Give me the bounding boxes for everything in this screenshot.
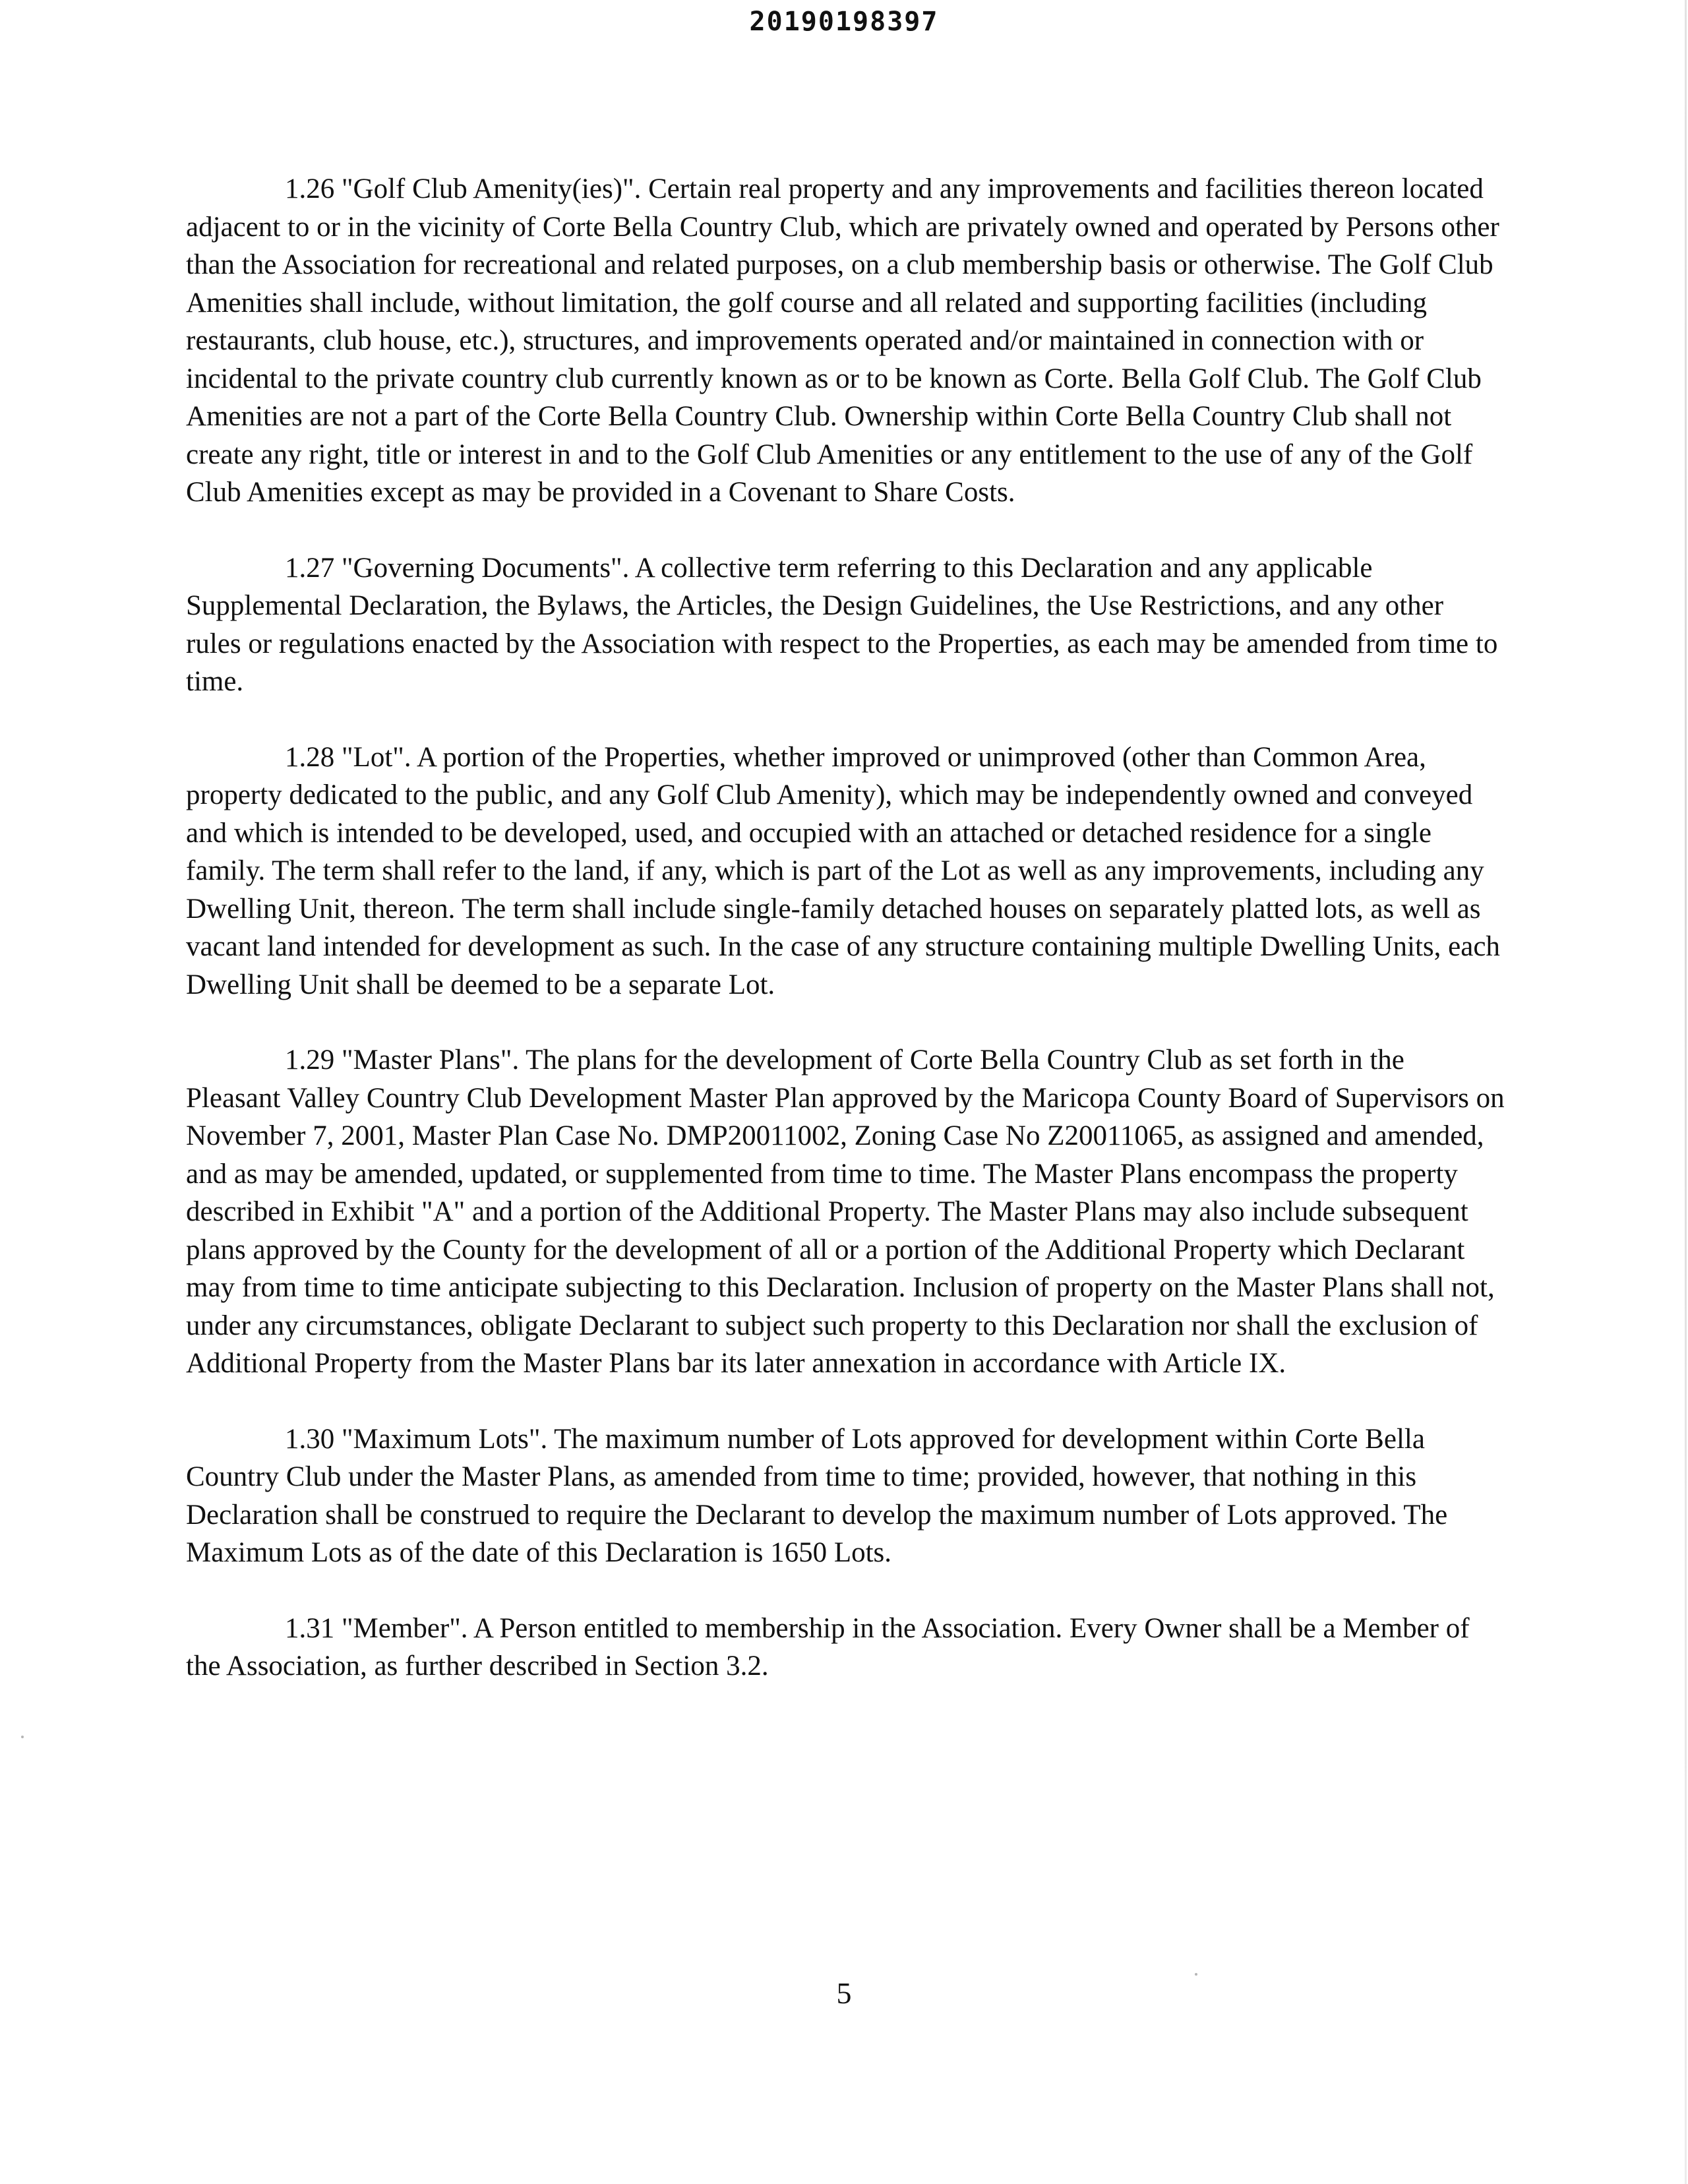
section-1-28: 1.28 "Lot". A portion of the Properties, whether improved or unimproved (other than Common Area, property dedicated to the public, and any Golf Club Amenity), which may be independently owned and conveyed and which is intended to be developed, used, and occupied with an attached or detached residence for a single family. The term shall refer to the land, if any, which is part of the Lot as well as any improvements, including any Dwelling Unit, thereon. The term shall include single-family detached houses on separately platted lots, as well as vacant land intended for development as such. In the case of any structure containing multiple Dwelling Units, each Dwelling Unit shall be deemed to be a separate Lot. (186, 741, 1500, 1000)
scan-edge (1685, 0, 1687, 2184)
section-1-31: 1.31 "Member". A Person entitled to membership in the Association. Every Owner shall be a Member of the Association, as further described in Section 3.2. (186, 1612, 1470, 1682)
section-1-26: 1.26 "Golf Club Amenity(ies)". Certain real property and any improvements and facilities thereon located adjacent to or in the vicinity of Corte Bella Country Club, which are privately owned and operated by Persons other than the Association for recreational and related purposes, on a club membership basis or otherwise. The Golf Club Amenities shall include, without limitation, the golf course and all related and supporting facilities (including restaurants, club house, etc.), structures, and improvements operated and/or maintained in connection with or incidental to the private country club currently known as or to be known as Corte. Bella Golf Club. The Golf Club Amenities are not a part of the Corte Bella Country Club. Ownership within Corte Bella Country Club shall not create any right, title or interest in and to the Golf Club Amenities or any entitlement to the use of any of the Golf Club Amenities except as may be provided in a Covenant to Share Costs. (186, 173, 1499, 508)
document-body (186, 170, 1505, 1723)
section-1-29: 1.29 "Master Plans". The plans for the development of Corte Bella Country Club as set forth in the Pleasant Valley Country Club Development Master Plan approved by the Maricopa County Board of Supervisors on November 7, 2001, Master Plan Case No. DMP20011002, Zoning Case No Z20011065, as assigned and amended, and as may be amended, updated, or supplemented from time to time. The Master Plans encompass the property described in Exhibit "A" and a portion of the Additional Property. The Master Plans may also include subsequent plans approved by the County for the development of all or a portion of the Additional Property which Declarant may from time to time anticipate subjecting to this Declaration. Inclusion of property on the Master Plans shall not, under any circumstances, obligate Declarant to subject such property to this Declaration nor shall the exclusion of Additional Property from the Master Plans bar its later annexation in accordance with Article IX. (186, 1045, 1505, 1379)
recording-number: 20190198397 (749, 7, 939, 37)
scan-speck (21, 1736, 24, 1738)
section-1-30: 1.30 "Maximum Lots". The maximum number of Lots approved for development within Corte Bella Country Club under the Master Plans, as amended from time to time; provided, however, that nothing in this Declaration shall be construed to require the Declarant to develop the maximum number of Lots approved. The Maximum Lots as of the date of this Declaration is 1650 Lots. (186, 1423, 1448, 1568)
section-1-27: 1.27 "Governing Documents". A collective term referring to this Declaration and any applicable Supplemental Declaration, the Bylaws, the Articles, the Design Guidelines, the Use Restrictions, and any other rules or regulations enacted by the Association with respect to the Properties, as each may be amended from time to time. (186, 552, 1498, 697)
page-number: 5 (836, 1976, 852, 2010)
